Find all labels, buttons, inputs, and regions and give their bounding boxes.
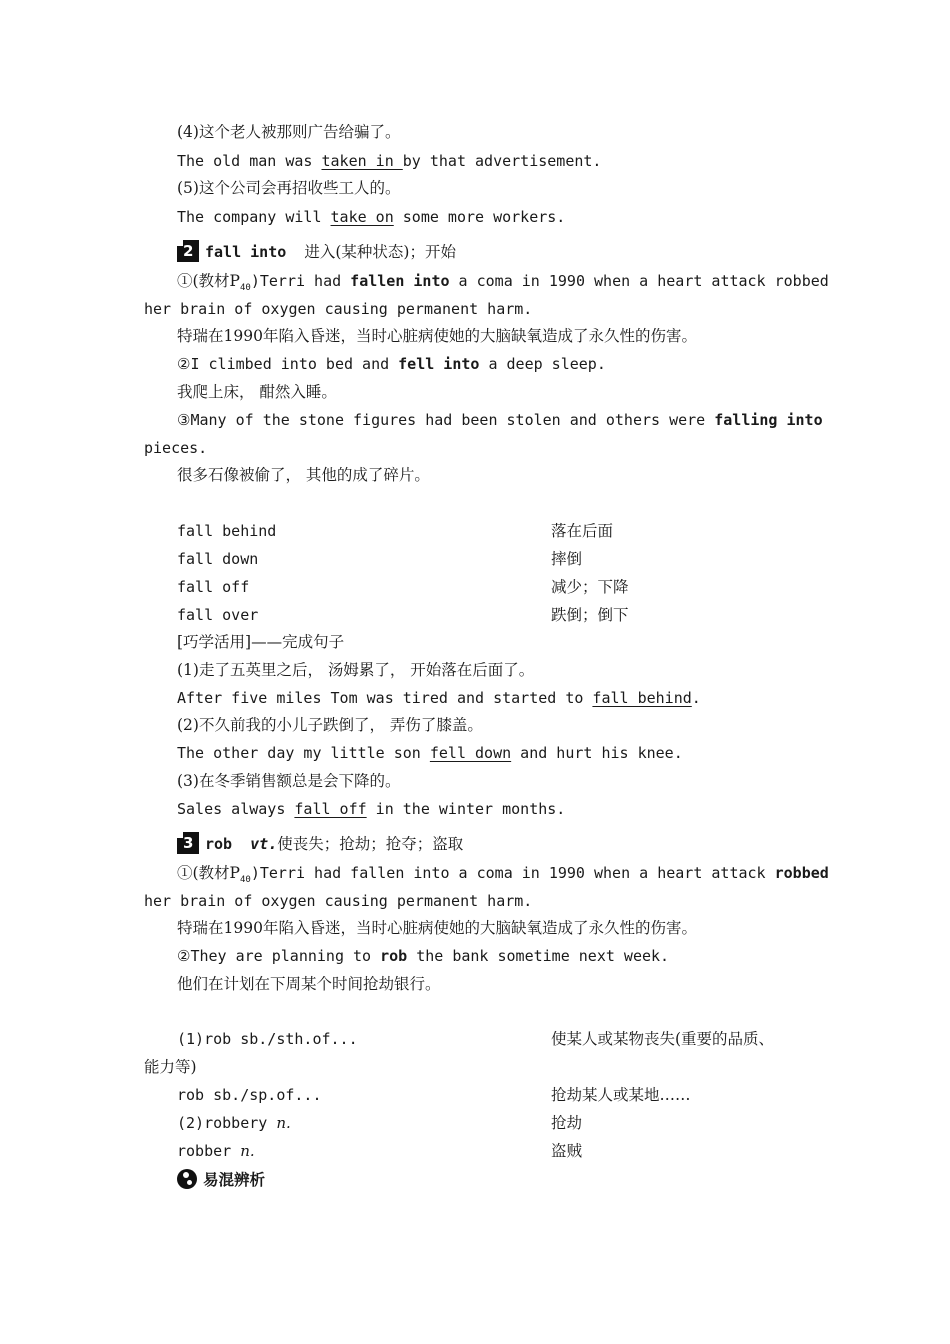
- item3-example1-cont: her brain of oxygen causing permanent harm.: [144, 892, 533, 910]
- item2-example1: ①(教材$P_{40})Terri$ had fallen into a coma in 1990 when a heart attack robbed: [177, 272, 829, 293]
- practice3-cn: (3)在冬季销售额总是会下降的。: [177, 772, 401, 790]
- q4-chinese: (4)这个老人被那则广告给骗了。: [177, 123, 401, 141]
- rob-phrase-cn: 使某人或某物丧失(重要的品质、: [551, 1030, 775, 1048]
- item2-example3: ③Many of the stone figures had been stolen and others were falling into: [177, 411, 823, 429]
- q4-english: The old man was taken in by that advertisement.: [177, 152, 602, 170]
- item3-example2-cn: 他们在计划在下周某个时间抢劫银行。: [177, 975, 441, 993]
- item2-word: fall into: [205, 243, 287, 261]
- phrase-cn: 跌倒；倒下: [551, 606, 629, 624]
- practice-title: [巧学活用]——完成句子: [177, 633, 345, 651]
- q5-chinese: (5)这个公司会再招收些工人的。: [177, 179, 401, 197]
- phrase-en: fall off: [177, 578, 250, 596]
- number-badge-icon: 2: [177, 240, 199, 262]
- item3-example2: ②They are planning to rob the bank sometime next week.: [177, 947, 670, 965]
- practice1-cn: (1)走了五英里之后， 汤姆累了， 开始落在后面了。: [177, 661, 535, 679]
- item2-example2-cn: 我爬上床， 酣然入睡。: [177, 383, 337, 401]
- item3-example1: ①(教材$P_{40})Terri$ had fallen into a coma in 1990 when a heart attack robbed: [177, 864, 829, 885]
- item3-word: rob: [205, 835, 233, 853]
- item2-example1-cont: her brain of oxygen causing permanent harm.: [144, 300, 533, 318]
- number-badge-icon: 3: [177, 832, 199, 854]
- item3-meaning: 使丧失；抢劫；抢夺；盗取: [277, 835, 464, 853]
- phrase-en: fall down: [177, 550, 259, 568]
- q4-answer: taken in: [321, 152, 403, 170]
- phrase-cn: 摔倒: [551, 550, 583, 568]
- practice2-en: The other day my little son fell down and hurt his knee.: [177, 744, 683, 762]
- q5-english: The company will take on some more workers.: [177, 208, 566, 226]
- rob-phrase-cn: 盗贼: [551, 1142, 583, 1160]
- q5-answer: take on: [330, 208, 394, 226]
- rob-phrase-cn: 抢劫某人或某地……: [551, 1086, 691, 1104]
- item2-example3-cn: 很多石像被偷了， 其他的成了碎片。: [177, 466, 430, 484]
- yin-yang-icon: [177, 1169, 197, 1189]
- phrase-en: fall over: [177, 606, 259, 624]
- phrase-en: fall behind: [177, 522, 277, 540]
- rob-phrase-cn: 抢劫: [551, 1114, 583, 1132]
- rob-phrase-en: robber n.: [177, 1142, 255, 1160]
- confusion-section-heading: 易混辨析: [177, 1169, 265, 1190]
- item2-heading: [177, 240, 456, 262]
- phrase-cn: 落在后面: [551, 522, 614, 540]
- rob-phrase-en: (2)robbery n.: [177, 1114, 291, 1132]
- rob-phrase-en: rob sb./sp.of...: [177, 1086, 322, 1104]
- rob-phrase-cn-cont: 能力等): [144, 1058, 197, 1076]
- phrase-cn: 减少；下降: [551, 578, 629, 596]
- item2-example2: ②I climbed into bed and fell into a deep sleep.: [177, 355, 606, 373]
- practice3-en: Sales always fall off in the winter months.: [177, 800, 566, 818]
- practice1-en: After five miles Tom was tired and started to fall behind.: [177, 689, 701, 707]
- item3-heading: [177, 832, 463, 854]
- rob-phrase-en: (1)rob sb./sth.of...: [177, 1030, 358, 1048]
- item2-example3-cont: pieces.: [144, 439, 208, 457]
- item2-meaning: 进入(某种状态)；开始: [304, 243, 456, 261]
- item3-example1-cn: 特瑞在1990年陷入昏迷，当时心脏病使她的大脑缺氧造成了永久性的伤害。: [177, 919, 697, 937]
- item2-example1-cn: 特瑞在1990年陷入昏迷，当时心脏病使她的大脑缺氧造成了永久性的伤害。: [177, 327, 697, 345]
- item3-pos: vt.: [250, 835, 278, 853]
- practice2-cn: (2)不久前我的小儿子跌倒了， 弄伤了膝盖。: [177, 716, 483, 734]
